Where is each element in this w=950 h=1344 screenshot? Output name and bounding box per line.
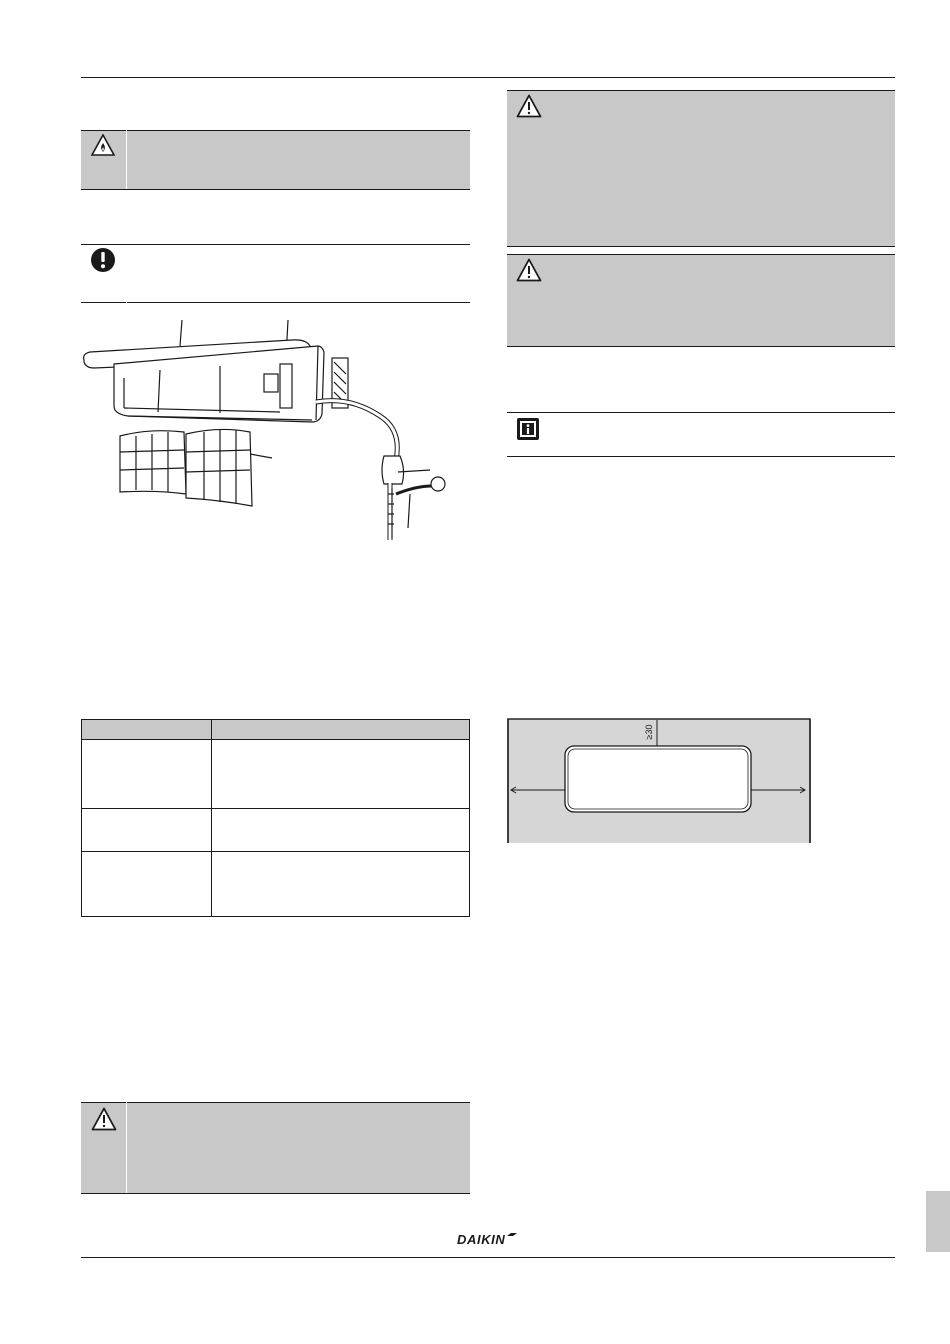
specification-table xyxy=(81,719,470,917)
mandatory-notice-gap xyxy=(126,302,127,303)
header-rule xyxy=(81,77,895,78)
installation-clearance-figure xyxy=(507,718,811,845)
notice-bottom-rule xyxy=(81,1193,470,1194)
table-row-divider xyxy=(82,851,469,852)
notice-bottom-rule xyxy=(507,246,895,247)
chapter-side-tab xyxy=(926,1191,950,1252)
notice-bottom-rule xyxy=(81,189,470,190)
notice-top-rule xyxy=(81,130,470,131)
warning-notice-lower xyxy=(81,1102,470,1193)
clearance-top-dimension: ≥30 xyxy=(644,724,654,740)
table-column-divider xyxy=(211,720,212,916)
notice-icon-divider xyxy=(126,1102,127,1193)
warning-triangle-icon xyxy=(516,94,542,118)
notice-icon-divider xyxy=(126,130,127,189)
flammable-warning-icon xyxy=(91,134,115,156)
warning-triangle-icon xyxy=(516,258,542,282)
flammable-warning-notice xyxy=(81,130,470,189)
information-icon xyxy=(516,417,540,441)
notice-top-rule xyxy=(507,90,895,91)
svg-text:DAIKIN: DAIKIN xyxy=(457,1232,506,1247)
indoor-unit-figure xyxy=(80,318,460,543)
footer-rule xyxy=(81,1257,895,1258)
mandatory-notice-bottom-rule xyxy=(81,302,470,303)
warning-notice-2 xyxy=(507,254,895,346)
warning-notice-1 xyxy=(507,90,895,246)
notice-bottom-rule xyxy=(507,346,895,347)
warning-triangle-icon xyxy=(91,1107,117,1131)
table-row-divider xyxy=(82,808,469,809)
notice-top-rule xyxy=(81,1102,470,1103)
info-notice-top-rule xyxy=(507,412,895,413)
info-notice-bottom-rule xyxy=(507,456,895,457)
mandatory-notice-top-rule xyxy=(81,244,470,245)
notice-top-rule xyxy=(507,254,895,255)
mandatory-exclamation-icon xyxy=(90,247,116,273)
table-header-row xyxy=(82,720,469,740)
daikin-logo xyxy=(455,1229,521,1249)
